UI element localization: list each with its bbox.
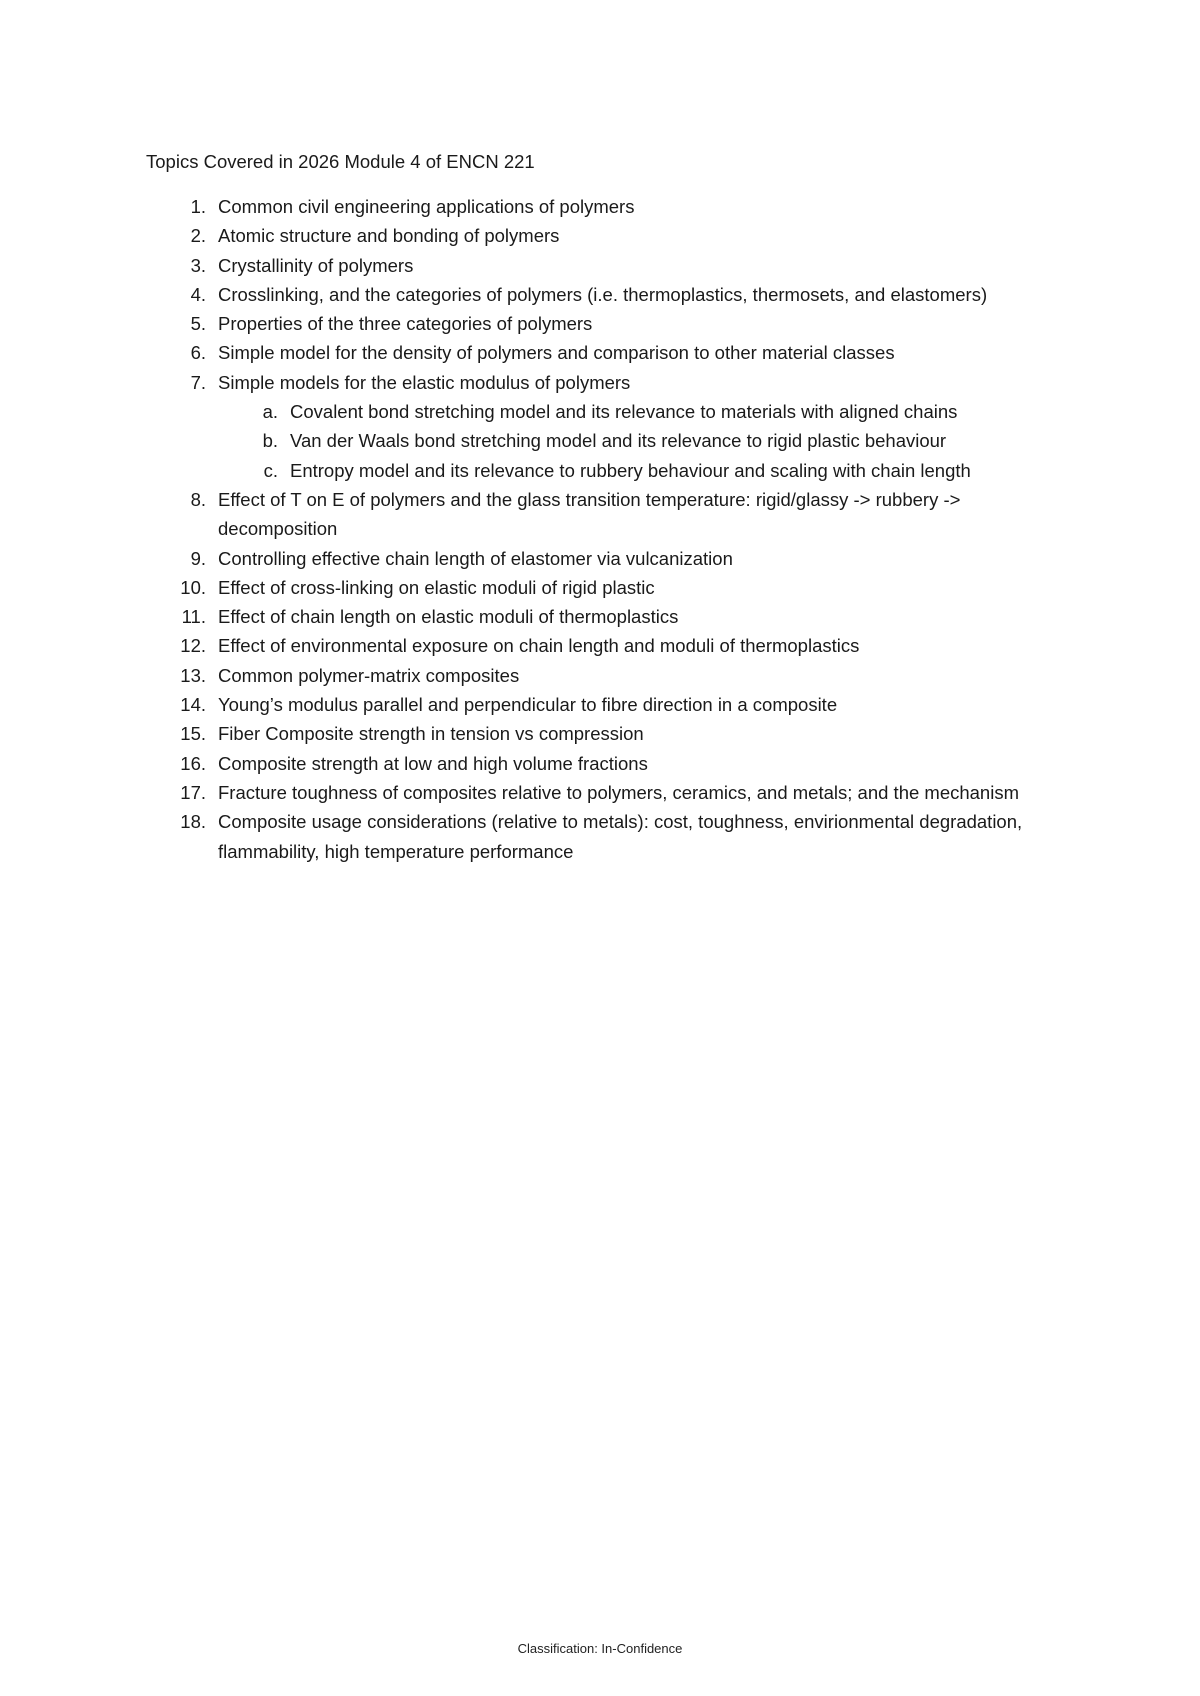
topic-item-12 <box>146 631 1066 660</box>
topic-number: 5. <box>190 313 206 335</box>
subtopic-list <box>218 397 1066 485</box>
topic-item-4 <box>146 280 1066 309</box>
topic-item-11 <box>146 602 1066 631</box>
topic-text: Common civil engineering applications of polymers <box>218 196 635 217</box>
topic-list <box>146 192 1066 866</box>
subtopic-text: Entropy model and its relevance to rubbery behaviour and scaling with chain length <box>290 459 971 481</box>
topic-text: Effect of chain length on elastic moduli of thermoplastics <box>218 606 679 628</box>
topic-text: Effect of T on E of polymers and the glass transition temperature: rigid/glassy -> rubbery -> decomposition <box>218 488 961 540</box>
topic-text: Young’s modulus parallel and perpendicular to fibre direction in a composite <box>218 694 838 716</box>
topic-text: Effect of cross-linking on elastic moduli of rigid plastic <box>218 576 655 598</box>
topic-number: 9. <box>190 547 206 569</box>
topic-item-1 <box>146 192 1066 221</box>
subtopic-text: Covalent bond stretching model and its relevance to materials with aligned chains <box>290 401 958 423</box>
topic-item-15 <box>146 719 1066 748</box>
subtopic-item-a <box>218 397 1066 426</box>
document-title: Topics Covered in 2026 Module 4 of ENCN 221 <box>146 151 535 172</box>
topic-number: 10. <box>180 576 206 598</box>
topic-number: 17. <box>180 781 206 803</box>
topic-text: Fracture toughness of composites relative to polymers, ceramics, and metals; and the mechanism <box>218 781 1019 803</box>
subtopic-letter: a. <box>262 401 278 423</box>
topic-text: Composite strength at low and high volume fractions <box>218 752 648 774</box>
topic-number: 13. <box>180 664 206 686</box>
topic-item-14 <box>146 690 1066 719</box>
topic-number: 4. <box>190 283 206 305</box>
classification-footer: Classification: In-Confidence <box>517 1641 683 1656</box>
topic-text: Atomic structure and bonding of polymers <box>218 225 560 247</box>
subtopic-letter: b. <box>262 430 278 452</box>
topic-text: Controlling effective chain length of elastomer via vulcanization <box>218 547 733 569</box>
topic-item-3 <box>146 251 1066 280</box>
topic-item-10 <box>146 573 1066 602</box>
subtopic-text: Van der Waals bond stretching model and its relevance to rigid plastic behaviour <box>290 430 947 452</box>
topic-item-6 <box>146 338 1066 367</box>
topic-text: Effect of environmental exposure on chain length and moduli of thermoplastics <box>218 635 860 657</box>
topic-item-13 <box>146 661 1066 690</box>
subtopic-item-b <box>218 426 1066 455</box>
topic-text: Composite usage considerations (relative to metals): cost, toughness, envirionmental degradation, flammability, high temperature performance <box>218 811 1023 862</box>
topic-item-2 <box>146 221 1066 250</box>
topic-item-9 <box>146 544 1066 573</box>
topic-number: 2. <box>190 225 206 247</box>
topic-number: 15. <box>180 723 206 745</box>
topic-item-7 <box>146 368 1066 485</box>
topic-item-16 <box>146 749 1066 778</box>
topic-text: Simple models for the elastic modulus of polymers <box>218 371 631 393</box>
topic-item-17 <box>146 778 1066 807</box>
topic-number: 8. <box>190 488 206 510</box>
topic-text: Common polymer-matrix composites <box>218 664 520 686</box>
topic-number: 12. <box>180 635 206 657</box>
topic-text: Properties of the three categories of polymers <box>218 313 593 335</box>
topic-text: Simple model for the density of polymers and comparison to other material classes <box>218 342 895 364</box>
topic-number: 1. <box>190 196 206 217</box>
subtopic-item-c <box>218 456 1066 485</box>
topic-number: 14. <box>180 694 206 716</box>
topic-text: Fiber Composite strength in tension vs compression <box>218 723 644 745</box>
topic-number: 7. <box>190 371 206 393</box>
topic-number: 3. <box>190 254 206 276</box>
topic-item-8 <box>146 485 1066 544</box>
subtopic-letter: c. <box>263 459 278 481</box>
topic-text: Crystallinity of polymers <box>218 254 414 276</box>
topic-item-5 <box>146 309 1066 338</box>
topic-number: 18. <box>180 811 206 833</box>
topic-number: 6. <box>190 342 206 364</box>
topic-number: 16. <box>180 752 206 774</box>
topic-item-18 <box>146 807 1066 866</box>
topic-number: 11. <box>181 606 206 628</box>
topic-text: Crosslinking, and the categories of polymers (i.e. thermoplastics, thermosets, and elastomers) <box>218 283 988 305</box>
